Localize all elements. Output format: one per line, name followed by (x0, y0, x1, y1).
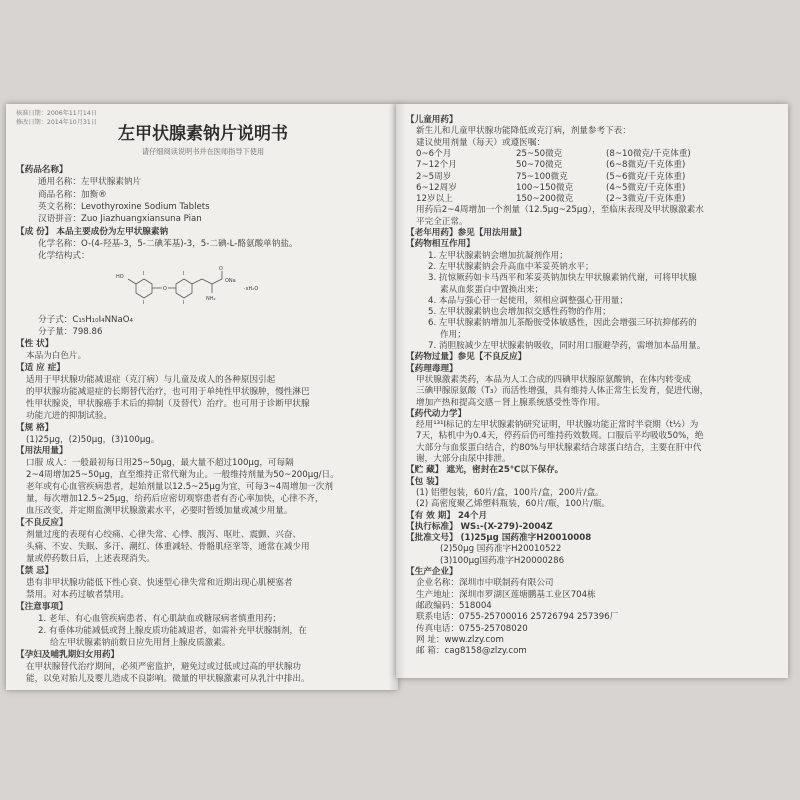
bond-hydroxyl (128, 279, 136, 284)
dose-table-cell: 100~150微克 (516, 182, 574, 193)
section-heading: 【药品名称】 (16, 165, 68, 175)
label-nh2: NH₂ (206, 296, 216, 302)
text-line: 禁用。对本药过敏者禁用。 (26, 589, 130, 600)
section-heading: 【有 效 期】 24个月 (406, 510, 488, 521)
text-line: 2. 有垂体功能减低或肾上腺皮质功能减退者，如需补充甲状腺制剂，在 (38, 625, 307, 636)
dose-table-cell: 7~12个月 (416, 160, 457, 171)
bond-chain-2 (202, 279, 212, 284)
section-heading: 【不良反应】 (16, 518, 68, 529)
bond-chain-1 (192, 279, 202, 284)
text-line: 经用¹³¹I标记的左甲状腺素钠研究证明，甲状腺功能正常时半衰期（t½）为 (416, 420, 699, 431)
text-line: 4. 本品与强心苷一起使用，须相应调整强心苷用量； (428, 295, 628, 306)
structure-svg (106, 262, 306, 306)
section-heading: 【包 装】 (406, 476, 444, 487)
text-line: 三碘甲腺原氨酸（T₃）而活性增强，具有维持人体正常生长发育，促进代谢， (416, 386, 709, 397)
label-ona: ONa (225, 278, 236, 284)
dose-table-row (406, 171, 780, 183)
text-line: 作用； (440, 329, 466, 340)
label-ho: HO (116, 274, 124, 280)
benzene-ring-2 (176, 279, 192, 298)
text-line: 通用名称：左甲状腺素钠片 (38, 177, 142, 188)
section-heading: 【老年用药】参见【用法用量】 (406, 228, 527, 238)
dose-table-row (406, 193, 780, 205)
label-iodine-1: I (143, 271, 145, 277)
bond-chain-3 (212, 279, 222, 284)
text-line: 化学结构式： (38, 251, 90, 262)
dose-table-row (406, 182, 780, 194)
section-heading: 【成 份】 本品主要成份为左甲状腺素钠 (16, 226, 169, 237)
section-heading: 【批准文号】 (1)25μg 国药准字H20010008 (406, 533, 592, 544)
text-line: 传真电话：0755-25708020 (416, 623, 528, 634)
dose-table-cell: 50~70微克 (516, 160, 563, 171)
text-line: 用药后2~4周增加一个剂量（12.5μg~25μg），至临床表现及甲状腺激素水 (416, 205, 704, 216)
text-line: 邮政编码：518004 (416, 600, 492, 611)
text-line: 的甲状腺功能减退症的长期替代治疗，也可用于单纯性甲状腺肿，慢性淋巴 (26, 386, 310, 397)
text-line: 增加产热和提高交感－肾上腺系统感受性等作用。 (416, 397, 606, 408)
text-line: 联系电话：0755-25700016 25726794 257396厂 (416, 612, 619, 623)
label-carbonyl-o: O (219, 266, 223, 272)
text-line: 能，以免对胎儿及婴儿造成不良影响。微量的甲状腺激素可从乳汁中排出。 (26, 673, 310, 684)
dose-table-cell: (4~5微克/千克体重) (606, 182, 686, 193)
label-iodine-3: I (183, 271, 185, 277)
revision-date-modified: 修改日期：2014年10月31日 (16, 119, 97, 126)
dose-table-cell: 25~50微克 (516, 148, 563, 159)
text-line: (3)100μg国药准字H20000286 (440, 555, 565, 566)
text-line: 网 址：www.zlzy.com (416, 634, 504, 645)
revision-date-approved: 核准日期：2006年11月14日 (16, 110, 97, 117)
section-heading: 【贮 藏】 遮光，密封在25℃以下保存。 (406, 465, 564, 476)
text-line: 大部分与血浆蛋白结合，约80%与甲状腺素结合球蛋白结合，主要在肝中代 (416, 442, 702, 453)
text-line: 分子式：C₁₅H₁₀I₄NNaO₄ (38, 315, 133, 325)
section-heading: 【药理毒理】 (406, 363, 458, 374)
text-line: 甲状腺激素类药，本品为人工合成的四碘甲状腺原氨酸钠，在体内转变成 (416, 374, 692, 385)
section-heading: 【儿童用药】 (406, 115, 458, 125)
text-line: 1. 老年、有心血管疾病患者、有心肌缺血或糖尿病者慎重用药； (38, 613, 281, 624)
text-line: 英文名称：Levothyroxine Sodium Tablets (38, 201, 210, 212)
text-line: 适用于甲状腺功能减退症（克汀病）与儿童及成人的各种原因引起 (26, 374, 276, 385)
text-line: 量或停药数日后，上述表现消失。 (26, 554, 155, 564)
dose-table-cell: 75~100微克 (516, 171, 568, 182)
text-line: (1) 铝塑包装，60片/盒，100片/盒，200片/盒。 (416, 487, 604, 498)
dose-table-cell: (2~3微克/千克体重) (606, 194, 686, 205)
dose-table-cell: 6~12周岁 (416, 182, 457, 193)
text-line: 2. 左甲状腺素钠会升高血中苯妥英钠水平； (428, 261, 594, 272)
document-subtitle: 请仔细阅读说明书并在医师指导下使用 (141, 147, 265, 156)
text-line: 化学名称：O-(4-羟基-3，5-二碘苯基)-3，5-二碘-L-酪氨酸单钠盐。 (38, 238, 298, 249)
text-line: 分子量：798.86 (38, 326, 103, 337)
dose-table-cell: (5~6微克/千克体重) (606, 171, 686, 182)
dose-table-cell: 150~200微克 (516, 194, 574, 205)
section-heading: 【药物过量】参见【不良反应】 (406, 352, 527, 363)
text-line: 平完全正常。 (416, 216, 468, 227)
section-heading: 【生产企业】 (406, 567, 458, 577)
section-heading: 【适 应 症】 (16, 362, 65, 373)
dose-table-row (406, 148, 780, 160)
section-heading: 【用法用量】 (16, 446, 68, 457)
text-line: 量，每次增加12.5~25μg，给药后应密切观察患者有否心率加快，心律不齐， (26, 494, 324, 505)
text-line: 3. 抗惊厥药如卡马西平和苯妥英钠加快左甲状腺素钠代谢，可将甲状腺 (428, 273, 697, 284)
dose-table-cell: (6~8微克/千克体重) (606, 160, 686, 171)
text-line: 7天，粘机中为0.4天，停药后仍可维持药效数周。口服后平均吸收50%，绝 (416, 431, 704, 442)
label-hydrate: ·xH₂O (244, 286, 259, 292)
text-line: 功能亢进的抑制试验。 (26, 410, 112, 421)
label-iodine-2: I (143, 300, 145, 306)
section-heading: 【禁 忌】 (16, 565, 54, 576)
right-leaflet-page (396, 104, 788, 678)
text-line: 患有非甲状腺功能低下性心衰、快速型心律失常和近期出现心肌梗塞者 (26, 577, 293, 588)
text-line: 血压改变，并定期监测甲状腺激素水平，必要时暂缓加量或减少用量。 (26, 506, 293, 517)
dose-table-cell: 2~5周岁 (416, 171, 452, 182)
text-line: 在甲状腺替代治疗期间，必须严密监护，避免过或过低或过高的甲状腺功 (26, 661, 302, 672)
benzene-ring-1 (136, 279, 152, 298)
document-title: 左甲状腺素钠片说明书 (118, 124, 288, 144)
text-line: 本品为白色片。 (26, 350, 87, 361)
text-line: (2) 高密度聚乙烯塑料瓶装，60片/瓶，100片/瓶。 (416, 499, 611, 510)
text-line: 5. 左甲状腺素钠也会增加拟交感性药物的作用； (428, 307, 611, 318)
text-line: (1)25μg，(2)50μg，(3)100μg。 (26, 434, 160, 445)
text-line: 剂量过度的表现有心绞痛、心律失常、心悸、腹泻、呕吐、震颤、兴奋、 (26, 530, 302, 541)
text-line: 7. 消胆胺减少左甲状腺素钠吸收，同时用口服避孕药，需增加本品用量。 (428, 341, 706, 351)
text-line: 生产地址：深圳市罗湖区莲塘鹏基工业区704栋 (416, 589, 596, 600)
text-line: 素从血浆蛋白中置换出来； (440, 284, 544, 295)
text-line: 老年或有心血管疾病患者，起始剂量以12.5~25μg为宜，可每3~4周增加一次剂 (26, 482, 333, 493)
page-fold-shadow (396, 104, 406, 678)
text-line: 2~4周增加25~50μg，直至维持正常代谢为止。一般维持剂量为50~200μg/日。 (26, 470, 339, 481)
dose-table-cell: 0~6个月 (416, 148, 452, 159)
text-line: 口服 成人：一般最初每日用25~50μg，最大量不超过100μg，可每隔 (26, 458, 294, 469)
left-leaflet-page (6, 104, 398, 690)
text-line: 头痛、不安、失眠、多汗、潮红、体重减轻、骨骼肌痉挛等，通常在减少用 (26, 542, 310, 553)
section-heading: 【孕妇及哺乳期妇女用药】 (16, 649, 120, 660)
dose-table-cell: (8~10微克/千克体重) (606, 148, 691, 159)
dose-table-cell: 12岁以上 (416, 194, 453, 205)
text-line: 建议使用剂量（每天）或遵医嘱： (416, 137, 545, 148)
text-line: 商品名称：加衡® (38, 189, 107, 200)
text-line: 新生儿和儿童甲状腺功能降低或克汀病，剂量参考下表： (416, 126, 631, 137)
text-line: 汉语拼音：Zuo Jiazhuangxiansuna Pian (38, 214, 202, 225)
chemical-structure-diagram (106, 262, 306, 306)
section-heading: 【药代动力学】 (406, 408, 467, 419)
text-line: 1. 左甲状腺素钠会增加抗凝剂作用； (428, 250, 568, 261)
text-line: 给左甲状腺素钠前数日应先用肾上腺皮质激素。 (50, 637, 231, 648)
dose-table-row (406, 159, 780, 171)
text-line: 邮 箱：cag8158@zlzy.com (416, 646, 527, 657)
text-line: 6. 左甲状腺素钠增加儿茶酚胺受体敏感性，因此会增强三环抗抑郁药的 (428, 318, 697, 329)
text-line: (2)50μg 国药准字H20010522 (440, 544, 562, 555)
text-line: 谢，大部分由尿中排泄。 (416, 454, 511, 464)
label-iodine-4: I (183, 300, 185, 306)
section-heading: 【执行标准】 WS₁-(X-279)-2004Z (406, 521, 553, 532)
section-heading: 【注意事项】 (16, 601, 68, 612)
section-heading: 【性 状】 (16, 338, 54, 349)
label-oxygen: O (163, 286, 167, 292)
section-heading: 【规 格】 (16, 422, 54, 433)
section-heading: 【药物相互作用】 (406, 239, 475, 250)
text-line: 性甲状腺炎，甲状腺癌手术后的抑制（及替代）治疗。也可用于诊断甲状腺 (26, 398, 310, 409)
text-line: 企业名称：深圳市中联制药有限公司 (416, 578, 554, 589)
